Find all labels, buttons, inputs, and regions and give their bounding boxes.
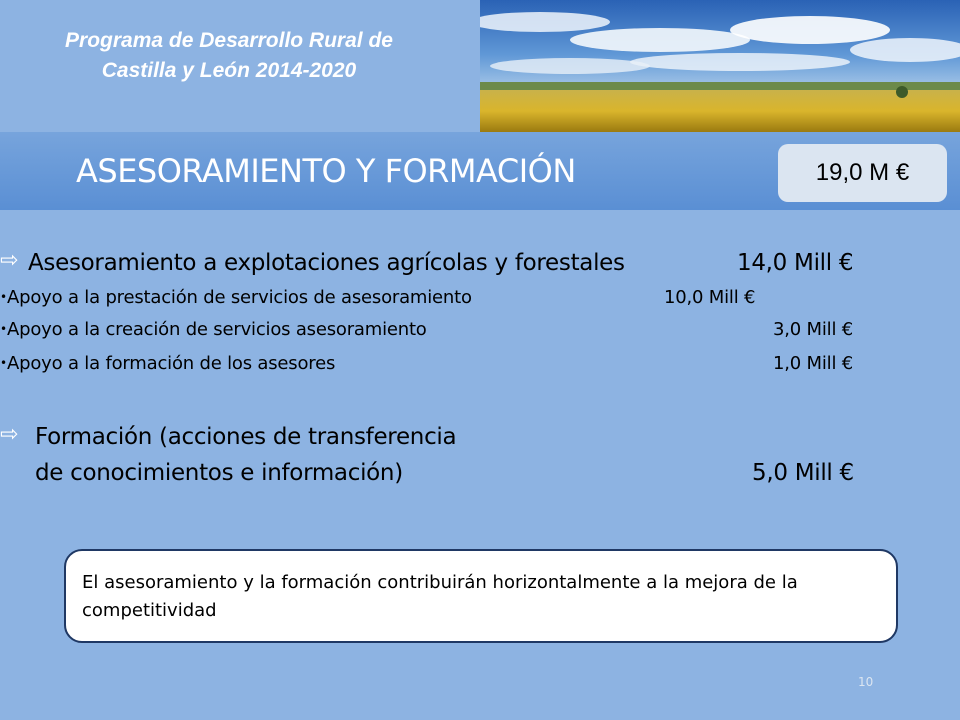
note-box xyxy=(64,549,898,643)
asesoramiento-amount: 14,0 Mill € xyxy=(737,250,854,276)
sub-item-amount: 10,0 Mill € xyxy=(664,287,756,308)
formacion-amount: 5,0 Mill € xyxy=(752,460,854,486)
sub-item-label: Apoyo a la creación de servicios asesoramiento xyxy=(7,319,427,340)
hollow-right-arrow-icon: ⇨ xyxy=(0,422,19,447)
program-title-line1: Programa de Desarrollo Rural de xyxy=(65,29,393,52)
formacion-label-line2: de conocimientos e información) xyxy=(35,460,403,486)
bullet-dot-icon: • xyxy=(0,356,8,370)
landscape-photo xyxy=(480,0,960,132)
page-number: 10 xyxy=(858,675,874,689)
note-text: El asesoramiento y la formación contribuirán horizontalmente a la mejora de la competitividad xyxy=(82,572,798,621)
sub-item-amount: 1,0 Mill € xyxy=(773,353,854,374)
hollow-right-arrow-icon: ⇨ xyxy=(0,248,19,273)
bullet-dot-icon: • xyxy=(0,322,8,336)
formacion-label-line1: Formación (acciones de transferencia xyxy=(35,424,457,450)
total-budget-badge: 19,0 M € xyxy=(778,144,947,202)
program-title xyxy=(0,26,458,86)
asesoramiento-label: Asesoramiento a explotaciones agrícolas y forestales xyxy=(28,250,625,276)
bullet-dot-icon: • xyxy=(0,290,8,304)
sub-item-label: Apoyo a la formación de los asesores xyxy=(7,353,336,374)
section-title: ASESORAMIENTO Y FORMACIÓN xyxy=(76,152,576,190)
sub-item-label: Apoyo a la prestación de servicios de asesoramiento xyxy=(7,287,472,308)
program-title-line2: Castilla y León 2014-2020 xyxy=(101,59,357,82)
sub-item-amount: 3,0 Mill € xyxy=(773,319,854,340)
